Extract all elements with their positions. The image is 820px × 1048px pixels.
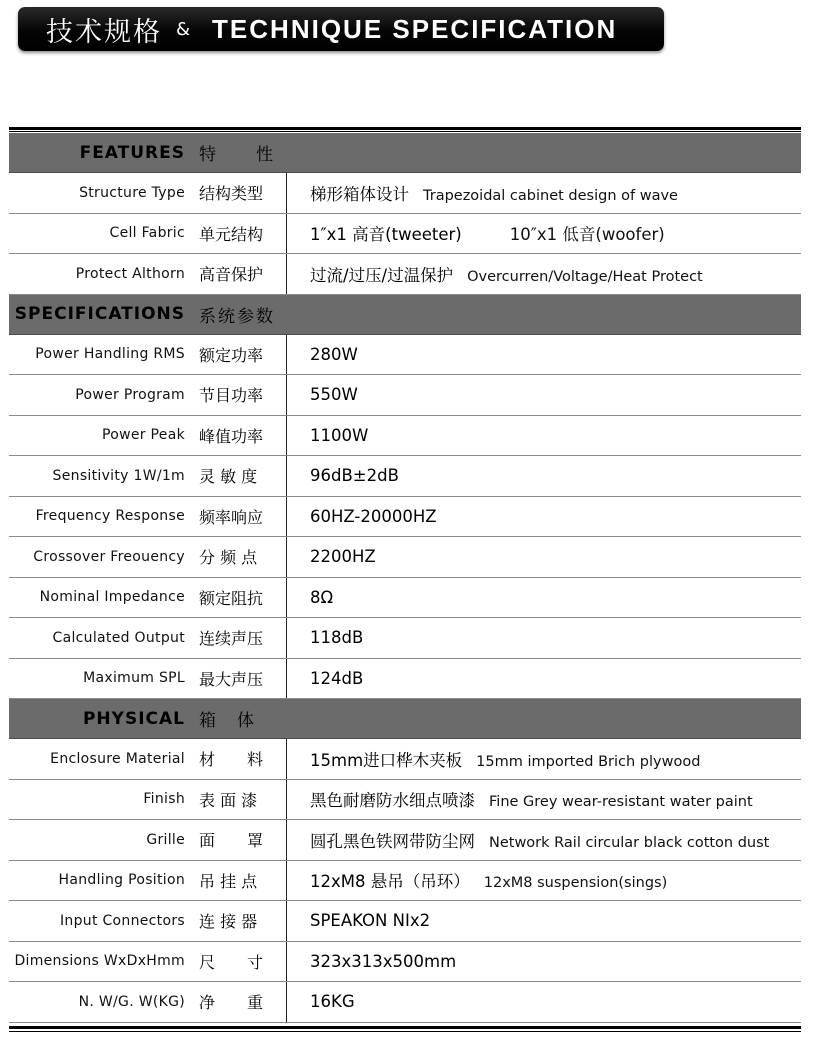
spec-row bbox=[9, 982, 801, 1023]
spec-value-zh: 550W bbox=[310, 385, 358, 405]
spec-label-zh: 面 罩 bbox=[199, 820, 287, 860]
spec-label-en: Power Handling RMS bbox=[35, 346, 185, 363]
spec-row bbox=[9, 497, 801, 538]
title-ampersand: & bbox=[176, 18, 191, 40]
spec-value-zh: 124dB bbox=[310, 668, 364, 688]
spec-value bbox=[310, 669, 363, 688]
spec-row bbox=[9, 659, 801, 700]
spec-row bbox=[9, 739, 801, 780]
section-title-en: FEATURES bbox=[79, 142, 185, 163]
spec-value bbox=[310, 992, 355, 1011]
spec-label-en: Enclosure Material bbox=[50, 750, 185, 767]
spec-label-zh: 分 频 点 bbox=[199, 537, 287, 577]
spec-row bbox=[9, 214, 801, 255]
spec-label-zh: 连续声压 bbox=[199, 618, 287, 658]
spec-label-en: Grille bbox=[146, 831, 185, 848]
spec-label-en: Nominal Impedance bbox=[39, 589, 185, 606]
spec-row bbox=[9, 537, 801, 578]
spec-label-en: Sensitivity 1W/1m bbox=[52, 467, 185, 484]
spec-row bbox=[9, 578, 801, 619]
spec-label-en: Structure Type bbox=[79, 184, 185, 201]
title-zh: 技术规格 bbox=[46, 16, 162, 48]
spec-value-zh: 1100W bbox=[310, 425, 369, 445]
spec-row bbox=[9, 335, 801, 376]
spec-value-zh: 圆孔黑色铁网带防尘网 bbox=[310, 831, 475, 851]
spec-value-zh: 2200HZ bbox=[310, 547, 376, 567]
spec-label-en: Finish bbox=[143, 791, 185, 808]
spec-label-en: Cell Fabric bbox=[109, 225, 185, 242]
spec-label-zh: 最大声压 bbox=[199, 659, 287, 699]
spec-value bbox=[310, 221, 665, 245]
spec-label-en: Frequency Response bbox=[35, 508, 185, 525]
section-title-zh: 特 性 bbox=[199, 145, 275, 165]
spec-value-zh: 黑色耐磨防水细点喷漆 bbox=[310, 791, 475, 811]
spec-row bbox=[9, 416, 801, 457]
spec-label-en: Calculated Output bbox=[52, 629, 185, 646]
spec-label-zh: 表 面 漆 bbox=[199, 780, 287, 820]
spec-label-en: Input Connectors bbox=[59, 912, 185, 929]
section-header bbox=[9, 133, 801, 173]
spec-row bbox=[9, 618, 801, 659]
spec-value-zh: 280W bbox=[310, 344, 358, 364]
spec-value bbox=[310, 868, 667, 892]
spec-value bbox=[310, 262, 703, 286]
spec-label-zh: 灵 敏 度 bbox=[199, 456, 287, 496]
spec-label-zh: 节目功率 bbox=[199, 375, 287, 415]
spec-value-zh: 8Ω bbox=[310, 587, 334, 607]
spec-value bbox=[310, 588, 333, 607]
spec-label-zh: 结构类型 bbox=[199, 173, 287, 213]
spec-value-en: Overcurren/Voltage/Heat Protect bbox=[467, 268, 703, 285]
spec-value bbox=[310, 828, 769, 852]
spec-value-zh: 梯形箱体设计 bbox=[310, 184, 409, 204]
top-rule-thin bbox=[9, 131, 801, 132]
bottom-rule-thin bbox=[9, 1031, 801, 1032]
top-rule bbox=[9, 127, 801, 130]
spec-value-zh: 过流/过压/过温保护 bbox=[310, 265, 454, 285]
spec-label-en: N. W/G. W(KG) bbox=[78, 993, 185, 1010]
spec-label-en: Power Peak bbox=[101, 427, 185, 444]
spec-row bbox=[9, 820, 801, 861]
spec-table bbox=[9, 133, 801, 1023]
spec-label-en: Maximum SPL bbox=[83, 670, 185, 687]
spec-value bbox=[310, 952, 456, 971]
spec-value bbox=[310, 911, 430, 930]
spec-label-zh: 净 重 bbox=[199, 982, 287, 1022]
spec-value bbox=[310, 747, 700, 771]
spec-label-en: Protect Althorn bbox=[75, 265, 185, 282]
spec-row bbox=[9, 375, 801, 416]
spec-value-zh: SPEAKON NIx2 bbox=[310, 911, 431, 931]
spec-value-zh: 96dB±2dB bbox=[310, 466, 399, 486]
spec-label-zh: 连 接 器 bbox=[199, 901, 287, 941]
spec-value-zh: 118dB bbox=[310, 628, 364, 648]
section-header bbox=[9, 295, 801, 335]
section-title-zh: 箱 体 bbox=[199, 711, 256, 731]
spec-value-zh: 12xM8 悬吊（吊环） bbox=[310, 872, 470, 892]
spec-value bbox=[310, 385, 358, 404]
title-en: TECHNIQUE SPECIFICATION bbox=[212, 13, 618, 44]
section-title-zh: 系统参数 bbox=[199, 306, 275, 327]
spec-value bbox=[310, 345, 358, 364]
spec-label-en: Crossover Freouency bbox=[33, 548, 185, 565]
spec-label-en: Power Program bbox=[75, 386, 185, 403]
title-banner bbox=[18, 7, 664, 51]
spec-label-zh: 材 料 bbox=[199, 739, 287, 779]
spec-label-zh: 峰值功率 bbox=[199, 416, 287, 456]
spec-row bbox=[9, 456, 801, 497]
spec-value-zh: 1″x1 高音(tweeter) bbox=[310, 225, 462, 245]
spec-label-zh: 额定功率 bbox=[199, 335, 287, 375]
spec-label-zh: 尺 寸 bbox=[199, 942, 287, 982]
spec-value bbox=[310, 628, 363, 647]
section-title-en: SPECIFICATIONS bbox=[14, 304, 185, 324]
section-title-en: PHYSICAL bbox=[82, 708, 185, 729]
spec-label-zh: 额定阻抗 bbox=[199, 578, 287, 618]
spec-value-zh: 16KG bbox=[310, 992, 355, 1012]
spec-label-zh: 吊 挂 点 bbox=[199, 861, 287, 901]
spec-value-en: Fine Grey wear-resistant water paint bbox=[489, 794, 753, 811]
spec-value bbox=[310, 547, 376, 566]
spec-value-en: Network Rail circular black cotton dust bbox=[489, 834, 770, 851]
spec-row bbox=[9, 780, 801, 821]
spec-value bbox=[310, 787, 753, 811]
spec-row bbox=[9, 942, 801, 983]
spec-value-zh: 60HZ-20000HZ bbox=[310, 506, 437, 526]
section-header bbox=[9, 699, 801, 739]
spec-value-en: 12xM8 suspension(sings) bbox=[483, 875, 668, 892]
spec-value-en: Trapezoidal cabinet design of wave bbox=[423, 187, 678, 204]
spec-value bbox=[310, 466, 399, 485]
spec-value-zh: 15mm进口桦木夹板 bbox=[310, 750, 463, 770]
spec-label-zh: 频率响应 bbox=[199, 497, 287, 537]
spec-label-en: Dimensions WxDxHmm bbox=[14, 953, 185, 970]
spec-value-en: 10″x1 低音(woofer) bbox=[509, 225, 665, 245]
spec-row bbox=[9, 173, 801, 214]
bottom-rule bbox=[9, 1026, 801, 1029]
spec-value bbox=[310, 426, 368, 445]
spec-label-en: Handling Position bbox=[58, 872, 185, 889]
spec-row bbox=[9, 861, 801, 902]
spec-label-zh: 单元结构 bbox=[199, 214, 287, 254]
spec-value bbox=[310, 507, 437, 526]
spec-row bbox=[9, 254, 801, 295]
spec-value-zh: 323x313x500mm bbox=[310, 951, 457, 971]
spec-row bbox=[9, 901, 801, 942]
spec-value-en: 15mm imported Brich plywood bbox=[476, 753, 701, 770]
spec-label-zh: 高音保护 bbox=[199, 254, 287, 294]
spec-value bbox=[310, 181, 678, 205]
